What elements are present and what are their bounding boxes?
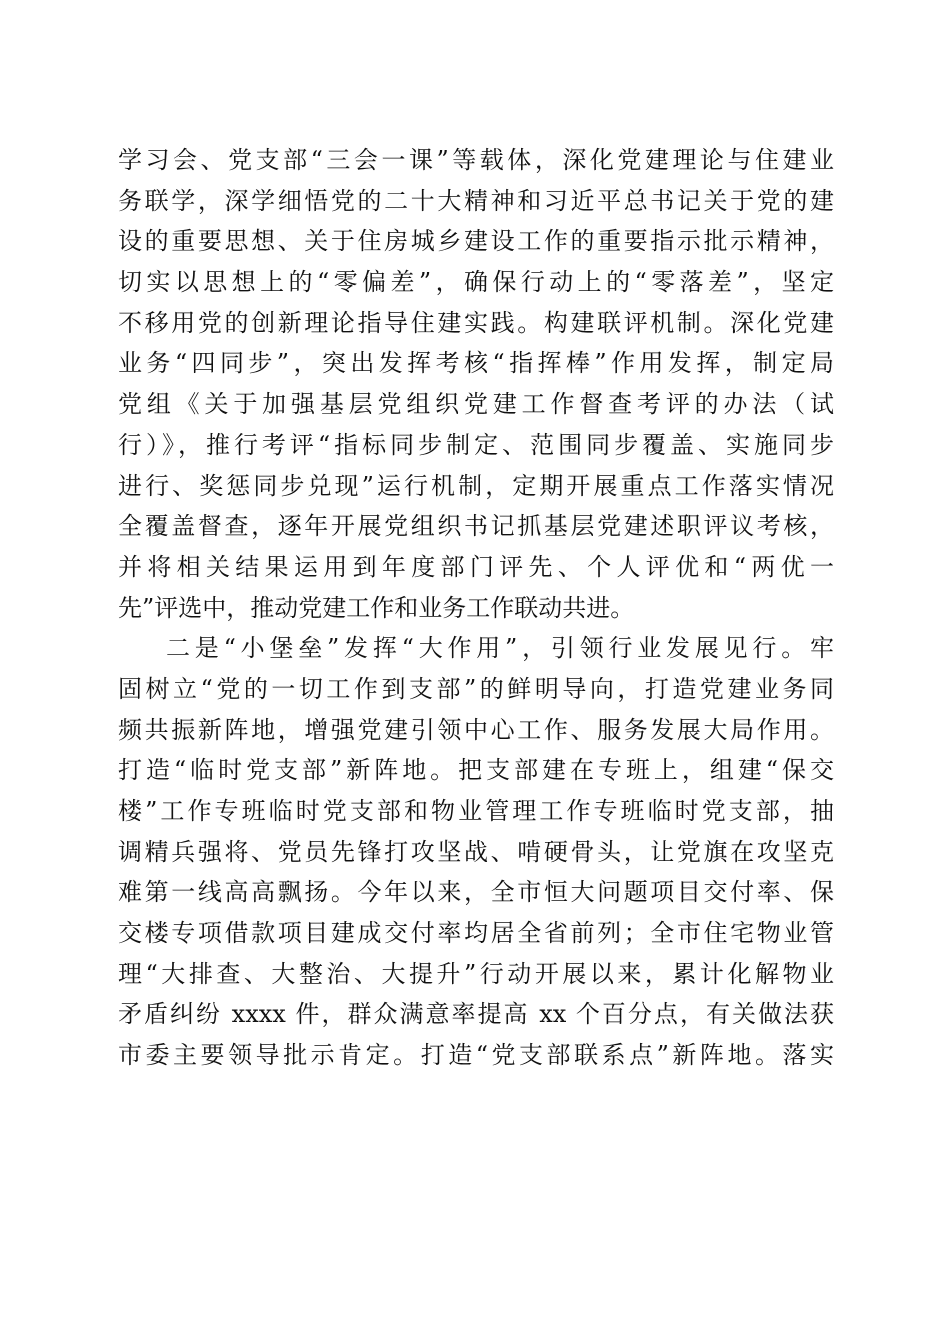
text-line: 二是“小堡垒”发挥“大作用”，引领行业发展见行。牢 (166, 634, 834, 663)
text-line: 党组《关于加强基层党组织党建工作督查考评的办法（试 (118, 390, 834, 419)
text-line: 学习会、党支部“三会一课”等载体，深化党建理论与住建业 (118, 146, 834, 174)
text-line: 全覆盖督查，逐年开展党组织书记抓基层党建述职评议考核， (118, 512, 834, 541)
text-line: 难第一线高高飘扬。今年以来，全市恒大问题项目交付率、保 (118, 878, 834, 907)
text-line: 固树立“党的一切工作到支部”的鲜明导向，打造党建业务同 (118, 674, 834, 703)
text-line: 行）》，推行考评“指标同步制定、范围同步覆盖、实施同步 (118, 430, 834, 459)
text-line: 交楼专项借款项目建成交付率均居全省前列；全市住宅物业管 (118, 919, 834, 948)
text-line: 先”评选中，推动党建工作和业务工作联动共进。 (118, 593, 635, 622)
text-line: 不移用党的创新理论指导住建实践。构建联评机制。深化党建 (118, 308, 834, 337)
text-line: 理“大排查、大整治、大提升”行动开展以来，累计化解物业 (118, 959, 834, 988)
text-line: 矛盾纠纷 xxxx 件，群众满意率提高 xx 个百分点，有关做法获 (118, 1000, 834, 1029)
text-line: 切实以思想上的“零偏差”，确保行动上的“零落差”，坚定 (118, 268, 834, 297)
body-text (118, 140, 834, 1076)
text-line: 进行、奖惩同步兑现”运行机制，定期开展重点工作落实情况 (118, 471, 834, 500)
text-line: 市委主要领导批示肯定。打造“党支部联系点”新阵地。落实 (118, 1041, 834, 1070)
text-line: 并将相关结果运用到年度部门评先、个人评优和“两优一 (118, 552, 834, 581)
text-line: 频共振新阵地，增强党建引领中心工作、服务发展大局作用。 (118, 715, 834, 744)
text-line: 业务“四同步”，突出发挥考核“指挥棒”作用发挥，制定局 (118, 349, 834, 378)
text-line: 打造“临时党支部”新阵地。把支部建在专班上，组建“保交 (118, 756, 834, 785)
text-line: 设的重要思想、关于住房城乡建设工作的重要指示批示精神， (118, 227, 834, 256)
text-line: 楼”工作专班临时党支部和物业管理工作专班临时党支部，抽 (118, 797, 834, 825)
text-line: 务联学，深学细悟党的二十大精神和习近平总书记关于党的建 (118, 186, 834, 215)
text-line: 调精兵强将、党员先锋打攻坚战、啃硬骨头，让党旗在攻坚克 (118, 837, 834, 866)
